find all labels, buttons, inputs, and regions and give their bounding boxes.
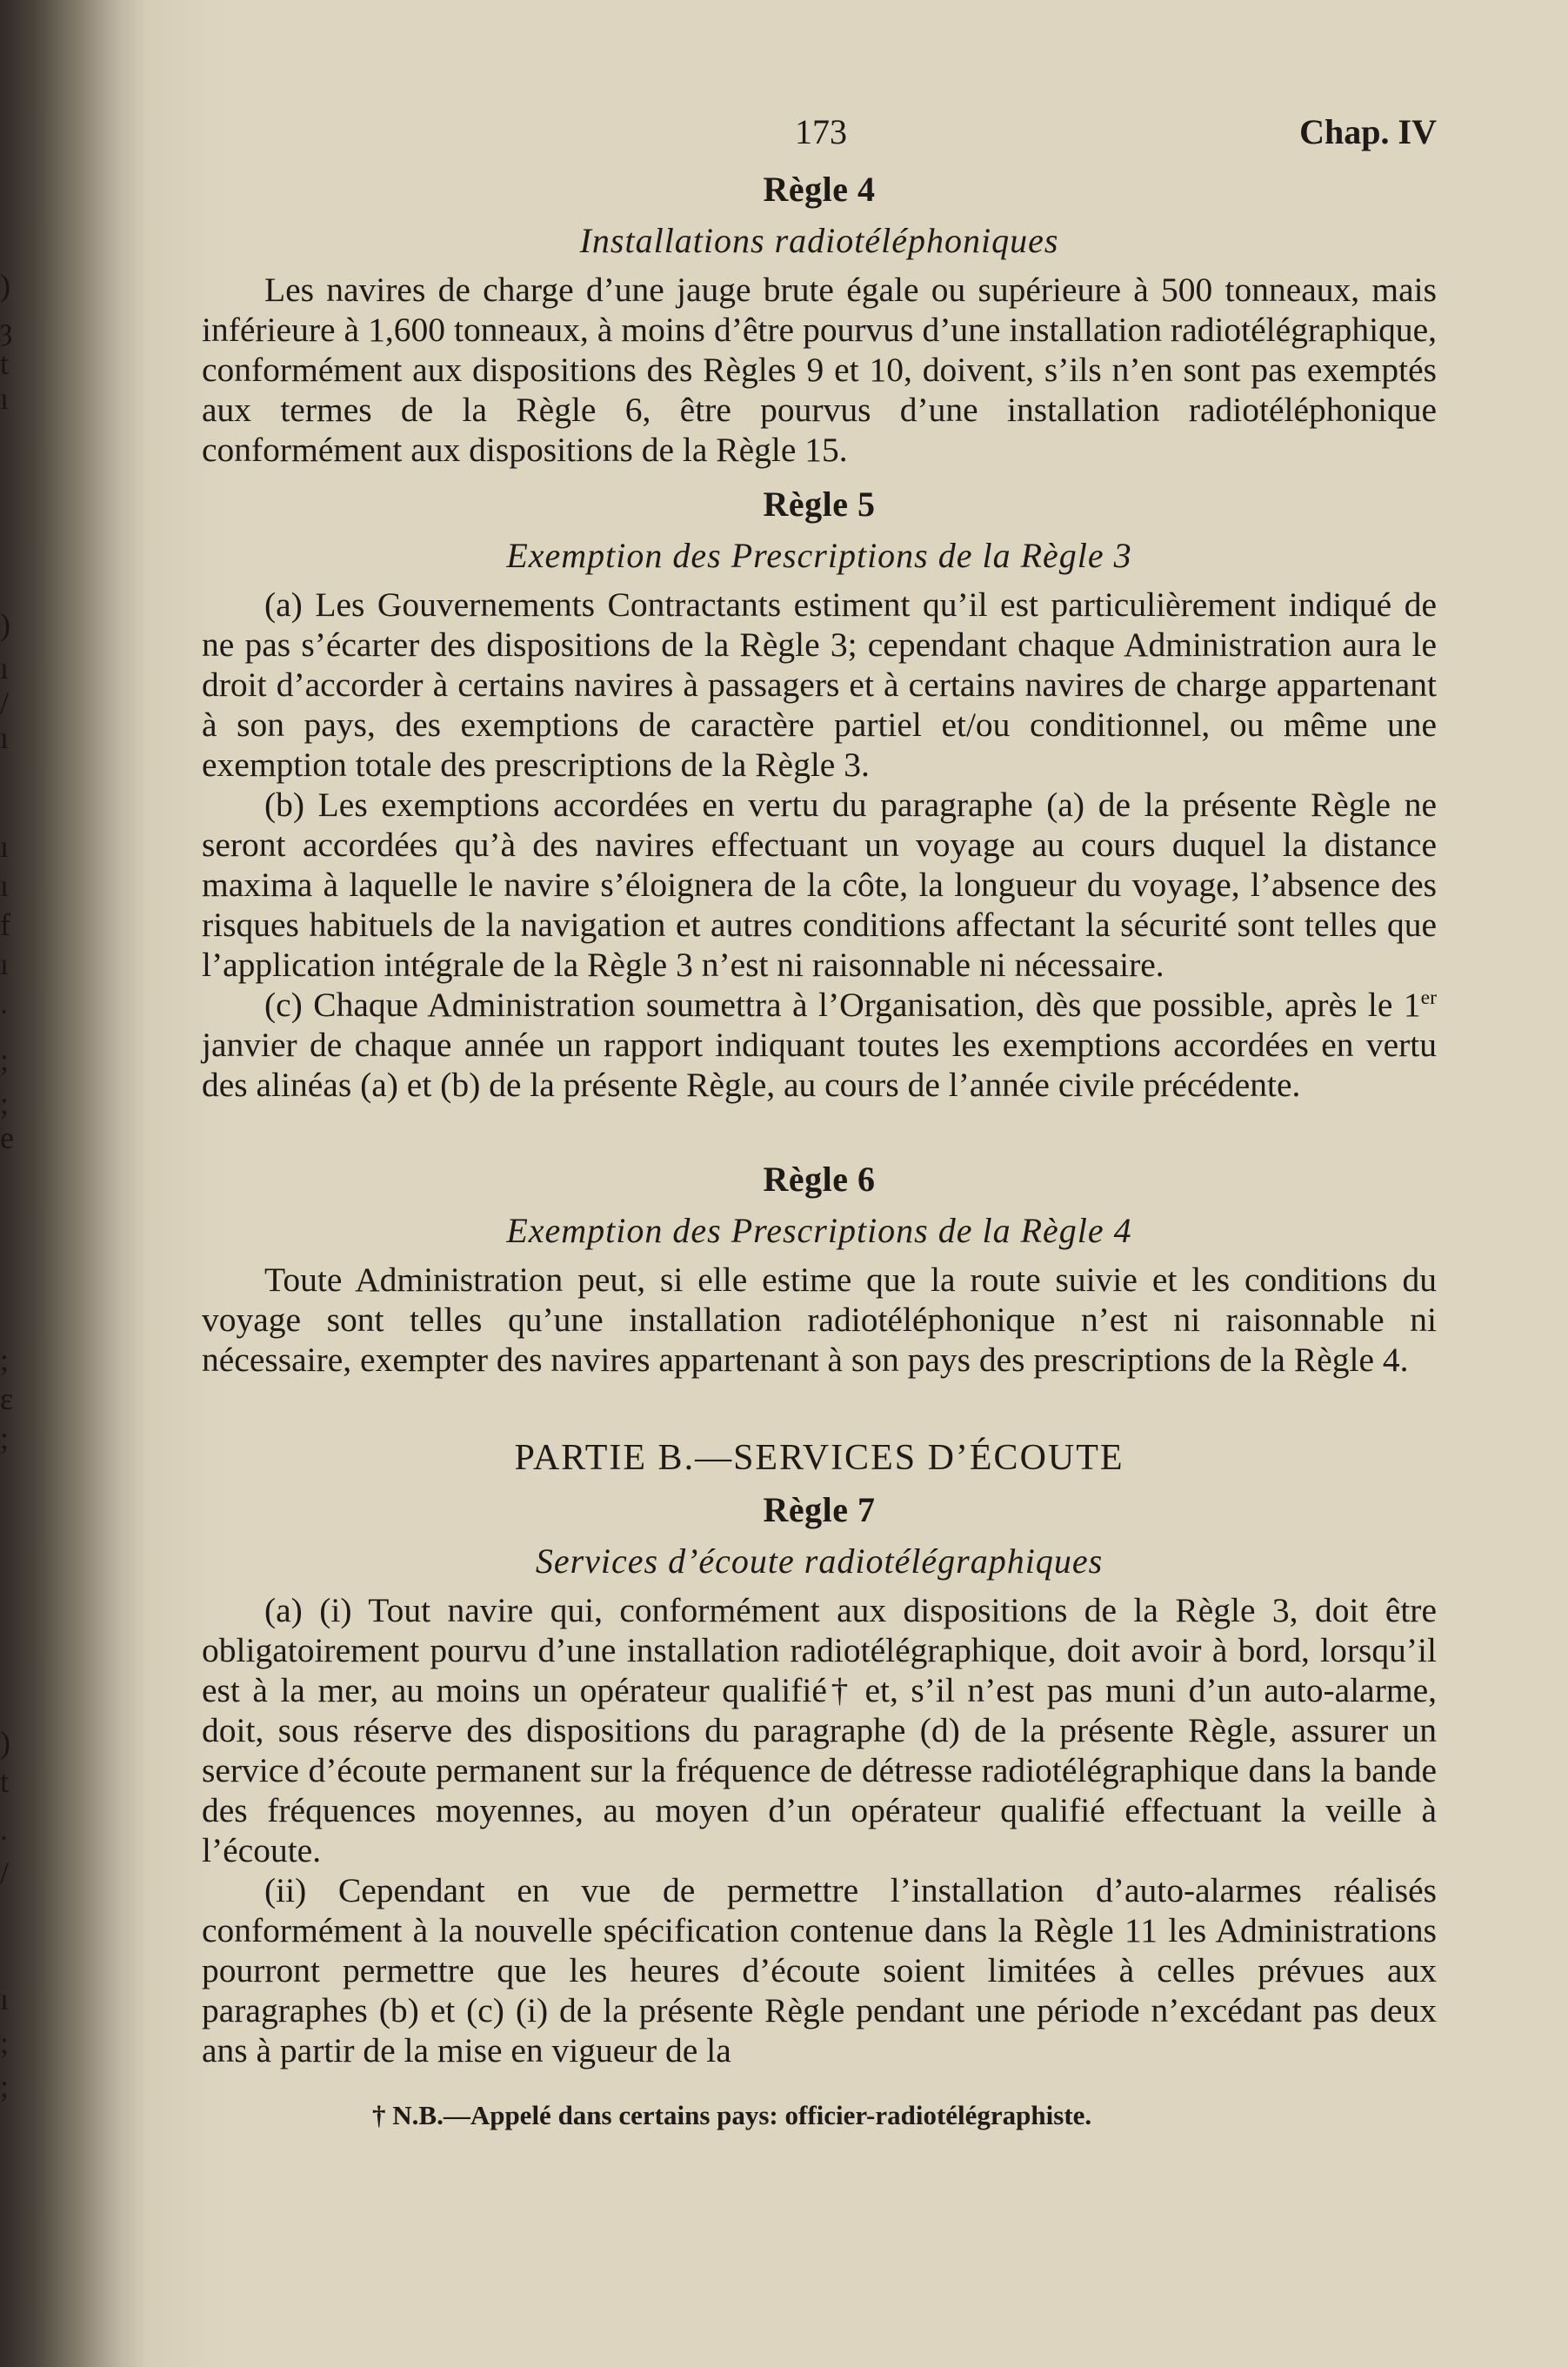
- rule-6-subtitle: Exemption des Prescriptions de la Règle 4: [506, 1211, 1132, 1250]
- rule-5-subtitle: Exemption des Prescriptions de la Règle 3: [506, 536, 1132, 575]
- margin-mark: ı: [0, 381, 10, 416]
- page-content: [202, 111, 1437, 2131]
- rule-5-section: [202, 484, 1437, 1105]
- rule-7-title: Règle 7: [763, 1490, 876, 1529]
- footnote: † N.B.—Appelé dans certains pays: officier-radiotélégraphiste.: [372, 2100, 1092, 2130]
- margin-mark: ı: [0, 651, 10, 685]
- rule-5-paragraph-c: [202, 985, 1437, 1105]
- rule-4-section: [202, 169, 1437, 470]
- margin-mark: ɛ: [0, 1381, 14, 1416]
- part-b-title: PARTIE B.—SERVICES D’ÉCOUTE: [514, 1438, 1124, 1478]
- margin-mark: ;: [0, 1421, 10, 1455]
- margin-mark: ı: [0, 720, 10, 755]
- margin-mark: e: [0, 1120, 14, 1155]
- margin-mark: ı: [0, 829, 10, 864]
- page-header: [202, 111, 1437, 164]
- margin-mark: ;: [0, 1042, 10, 1077]
- rule-6-section: [202, 1159, 1437, 1380]
- rule-5-paragraph-c-start: (c) Chaque Administration soumettra à l’Organisation, dès que possible, après le 1: [264, 986, 1421, 1024]
- rule-4-title: Règle 4: [763, 170, 876, 209]
- rule-4-text: Les navires de charge d’une jauge brute égale ou supérieure à 500 tonneaux, mais inférieure à 1,600 tonneaux, à moins d’être pourvus d’une installation radiotélégraphique, conformément aux dispositions des Règles 9 et 10, doivent, s’ils n’en sont pas exemptés aux termes de la Règle 6, être pourvus d’une installation radiotéléphonique conformément aux dispositions de la Règle 15.: [202, 271, 1437, 469]
- rule-7-subtitle: Services d’écoute radiotélégraphiques: [535, 1541, 1104, 1581]
- margin-mark: t: [0, 1764, 10, 1799]
- margin-mark: ): [0, 1725, 10, 1760]
- rule-7-paragraph-a-i: (a) (i) Tout navire qui, conformément aux dispositions de la Règle 3, doit être obligatoirement pourvu d’une installation radiotélégraphique, doit avoir à bord, lorsqu’il est à la mer, au moins un opérateur qualifié† et, s’il n’est pas muni d’un auto-alarme, doit, sous réserve des dispositions du paragraphe (d) de la présente Règle, assurer un service d’écoute permanent sur la fréquence de détresse radiotélégraphique dans la bande des fréquences moyennes, au moyen d’un opérateur qualifié effectuant la veille à l’écoute.: [202, 1591, 1437, 1869]
- margin-mark: ı: [0, 1982, 10, 2016]
- margin-mark: ;: [0, 2069, 10, 2103]
- margin-mark: t: [0, 346, 10, 381]
- margin-mark: f: [0, 907, 10, 942]
- chapter-label: Chap. IV: [1299, 112, 1437, 151]
- ordinal-superscript: er: [1420, 986, 1437, 1009]
- margin-mark: .: [0, 986, 8, 1020]
- rule-6-title: Règle 6: [763, 1160, 876, 1199]
- margin-mark: .: [0, 1812, 8, 1847]
- margin-mark: ): [0, 268, 10, 303]
- rule-7-section: [202, 1489, 1437, 2070]
- rule-7-paragraph-a-ii: (ii) Cependant en vue de permettre l’installation d’auto-alarmes réalisés conformément à la nouvelle spécification contenue dans la Règle 11 les Administrations pourront permettre que les heures d’écoute soient limitées à celles prévues aux paragraphes (b) et (c) (i) de la présente Règle pendant une période n’excédant pas deux ans à partir de la mise en vigueur de la: [202, 1871, 1437, 2069]
- margin-mark: /: [0, 685, 10, 720]
- rule-5-paragraph-c-end: janvier de chaque année un rapport indiquant toutes les exemptions accordées en vertu des alinéas (a) et (b) de la présente Règle, au cours de l’année civile précédente.: [202, 1026, 1437, 1104]
- rule-5-paragraph-b: (b) Les exemptions accordées en vertu du paragraphe (a) de la présente Règle ne seront accordées qu’à des navires effectuant un voyage au cours duquel la distance maxima à laquelle le navire s’éloignera de la côte, la longueur du voyage, l’absence des risques habituels de la navigation et autres conditions affectant la sécurité sont telles que l’application intégrale de la Règle 3 n’est ni raisonnable ni nécessaire.: [202, 786, 1437, 984]
- rule-4-subtitle: Installations radiotéléphoniques: [579, 221, 1059, 260]
- margin-mark: ;: [0, 1342, 10, 1377]
- rule-5-title: Règle 5: [763, 485, 876, 524]
- page-number: 173: [795, 112, 847, 151]
- margin-mark: ı: [0, 868, 10, 903]
- margin-mark: ;: [0, 2025, 10, 2060]
- margin-mark: ȝ: [0, 311, 13, 346]
- rule-5-paragraph-a: (a) Les Gouvernements Contractants estiment qu’il est particulièrement indiqué de ne pas s’écarter des dispositions de la Règle 3; cependant chaque Administration aura le droit d’accorder à certains navires à passagers et à certains navires de charge appartenant à son pays, des exemptions de caractère partiel et/ou conditionnel, ou même une exemption totale des prescriptions de la Règle 3.: [202, 585, 1437, 784]
- left-margin-bleed: [0, 0, 35, 2367]
- margin-mark: ı: [0, 946, 10, 981]
- margin-mark: /: [0, 1855, 10, 1890]
- rule-6-text: Toute Administration peut, si elle estime que la route suivie et les conditions du voyage sont telles qu’une installation radiotéléphonique n’est ni raisonnable ni nécessaire, exempter des navires appartenant à son pays des prescriptions de la Règle 4.: [202, 1260, 1437, 1379]
- margin-mark: ;: [0, 1086, 10, 1120]
- margin-mark: ): [0, 607, 10, 642]
